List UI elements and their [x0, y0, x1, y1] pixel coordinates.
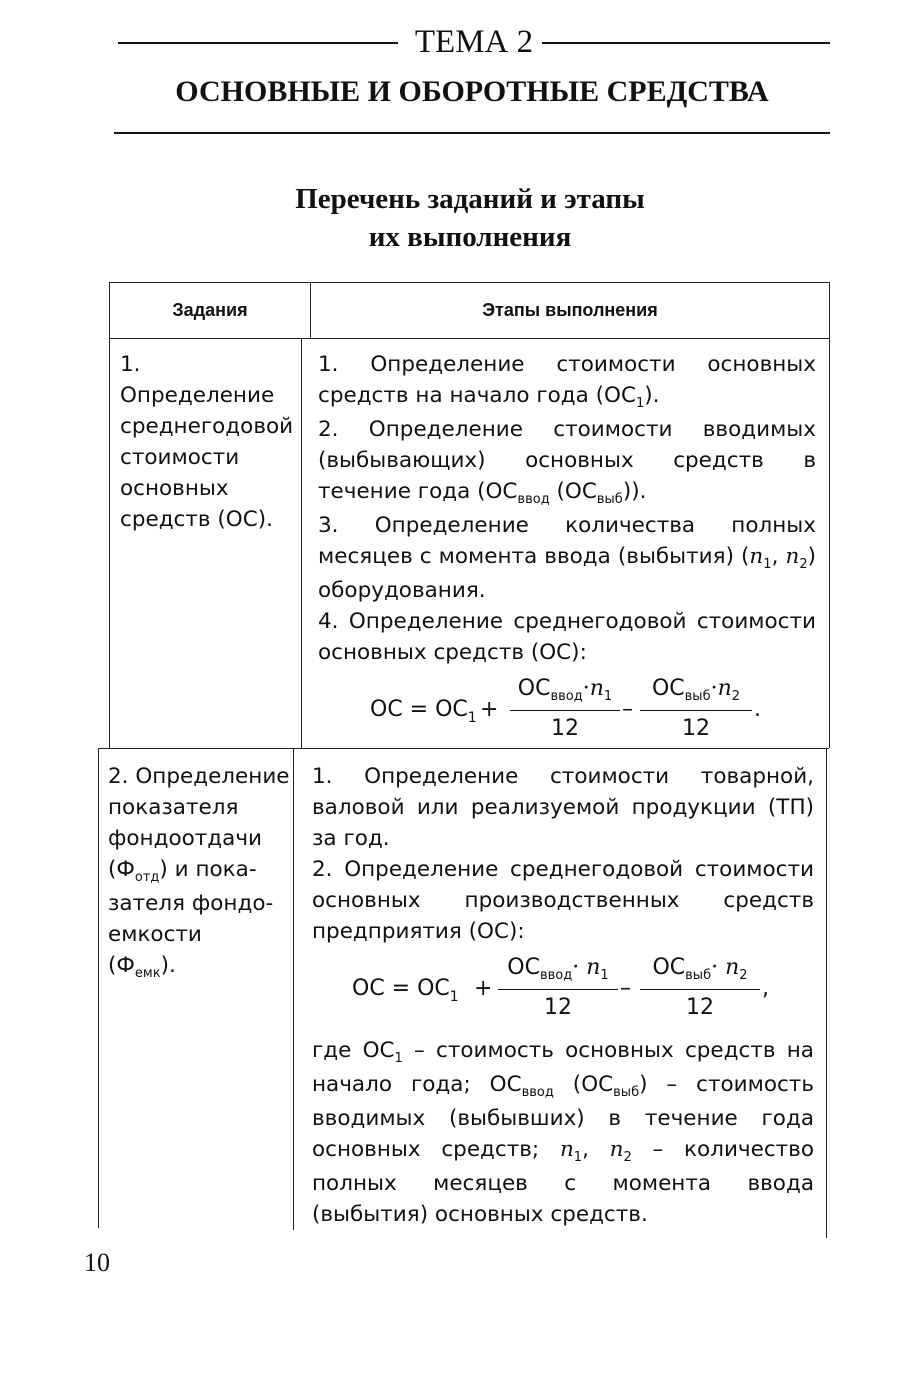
formula-lhs: ОС = $ОС_1$: [370, 697, 477, 726]
row1-task-line: основных: [120, 476, 229, 501]
row1-step3: 3. Определение количества полных месяцев с момента ввода (выбытия) ($n_1$, $n_2$) оборудования.: [318, 513, 816, 603]
row2-step1: 1. Определение стоимости товарной, валовой или реализуемой продукции (ТП) за год.: [312, 764, 814, 851]
fraction-denominator: 12: [686, 995, 714, 1020]
row2-task-line: зателя фондо-: [108, 891, 274, 916]
formula-fraction-1: [498, 953, 618, 1023]
section-title-line1: Перечень заданий и этапы: [295, 183, 645, 215]
fraction-numerator: $ОС_{выб}\cdot n_2$: [652, 955, 748, 983]
row1-task-line: 1. Определение: [120, 352, 275, 408]
row2-task: [108, 761, 290, 984]
row1-task: [120, 349, 298, 535]
section-title-line2: их выполнения: [368, 221, 572, 253]
row2-task-line: емкости: [108, 922, 202, 947]
row1-step2: 2. Определение стоимости вводимых (выбывающих) основных средств в течение года ($ОС_{ввод}$ $(ОС_{выб})$).: [318, 417, 816, 507]
row1-steps: [318, 349, 816, 748]
fraction-numerator: $ОС_{ввод}\cdot n_1$: [517, 676, 613, 704]
table-mid-border-bottom: [293, 748, 294, 1230]
formula-lhs: ОС = $ОС_1$: [352, 976, 459, 1005]
formula-fraction-2: [640, 953, 760, 1023]
topic-rule-right: [542, 42, 830, 44]
row1-task-line: стоимости: [120, 445, 240, 470]
fraction-bar: [640, 989, 760, 990]
row1-formula: [318, 674, 816, 748]
table-right-border-top: [829, 282, 830, 748]
row2-task-line: 2. Определение: [108, 764, 290, 789]
fraction-bar: [510, 710, 620, 711]
formula-fraction-1: [510, 674, 620, 744]
fraction-bar: [640, 710, 752, 711]
topic-header: [118, 22, 830, 62]
row1-step4: 4. Определение среднегодовой стоимости основных средств (ОС):: [318, 609, 816, 665]
row2-task-line: показателя: [108, 795, 239, 820]
fraction-numerator: $ОС_{ввод}\cdot n_1$: [507, 955, 609, 983]
row1-task-line: средств (ОС).: [120, 507, 273, 532]
formula-end: .: [754, 697, 761, 722]
table-left-border-top: [109, 282, 110, 748]
formula-plus: +: [474, 976, 493, 1001]
formula-plus: +: [480, 697, 499, 722]
formula-fraction-2: [640, 674, 752, 744]
row1-step1: 1. Определение стоимости основных средств на начало года $(ОС_1)$.: [318, 352, 816, 411]
row2-where: где $ОС_1$ – стоимость основных средств на начало года; $ОС_{ввод}$ $(ОС_{выб})$ – стоимость вводимых (выбывших) в течение года основных средств; $n_1$, $n_2$ – количество полных месяцев с момента ввода (выбытия) основных средств.: [312, 1038, 815, 1227]
row1-task-line: среднегодовой: [120, 414, 294, 439]
fraction-bar: [498, 989, 618, 990]
formula-minus: –: [620, 976, 631, 1001]
table-mid-border-row1: [301, 338, 302, 748]
table-right-border-bottom: [826, 748, 827, 1238]
row2-task-line: $(Ф_{емк})$.: [108, 953, 176, 981]
col-header-tasks: Задания: [172, 300, 248, 320]
formula-end: ,: [762, 976, 769, 1001]
fraction-denominator: 12: [682, 716, 710, 741]
page-number: 10: [84, 1248, 110, 1277]
table-header-border: [109, 338, 830, 339]
table-left-border-bottom: [98, 748, 99, 1228]
topic-label: ТЕМА 2: [414, 24, 534, 60]
row2-steps: [312, 761, 814, 1230]
chapter-title: ОСНОВНЫЕ И ОБОРОТНЫЕ СРЕДСТВА: [175, 75, 769, 108]
row2-task-line: $(Ф_{отд})$ и пока-: [108, 857, 257, 885]
table-row-divider: [98, 748, 829, 749]
chapter-rule: [114, 132, 830, 134]
row2-formula: [312, 953, 814, 1027]
fraction-denominator: 12: [551, 716, 579, 741]
formula-minus: –: [622, 697, 633, 722]
col-header-steps: Этапы выполнения: [482, 300, 658, 320]
section-title: [180, 180, 760, 256]
row2-step2: 2. Определение среднегодовой стоимости основных производственных средств предприятия (ОС):: [312, 857, 814, 944]
fraction-numerator: $ОС_{выб}\cdot n_2$: [651, 676, 741, 704]
fraction-denominator: 12: [544, 995, 572, 1020]
row2-task-line: фондоотдачи: [108, 826, 263, 851]
